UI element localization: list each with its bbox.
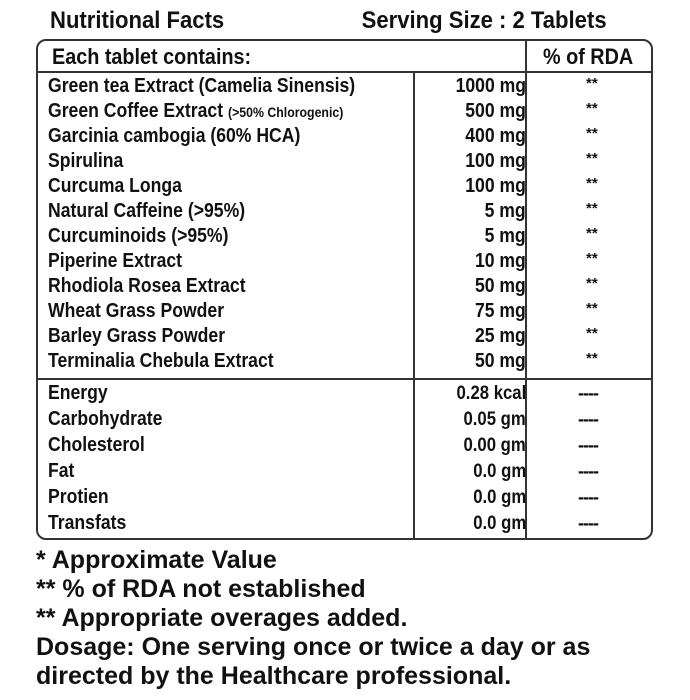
item-quantity: 400 mg <box>465 125 526 147</box>
item-rda: ** <box>586 150 598 167</box>
header <box>50 6 607 36</box>
item-quantity: 5 mg <box>484 225 526 247</box>
ingredient-row <box>38 199 651 224</box>
ingredient-row <box>38 124 651 149</box>
item-rda: ** <box>586 225 598 242</box>
footnote-overages: ** Appropriate overages added. <box>36 604 408 632</box>
item-quantity: 0.0 gm <box>473 487 526 508</box>
ingredient-row <box>38 174 651 199</box>
item-quantity: 50 mg <box>475 275 526 297</box>
item-name <box>48 99 343 124</box>
item-name <box>48 149 123 174</box>
item-rda: ** <box>586 200 598 217</box>
item-quantity: 0.0 gm <box>473 461 526 482</box>
nutrition-table <box>36 39 653 540</box>
item-name <box>48 274 246 299</box>
item-name-text: Energy <box>48 382 108 404</box>
item-name <box>48 511 126 536</box>
ingredient-row <box>38 99 651 124</box>
nutrition-row <box>38 407 651 432</box>
item-name-text: Cholesterol <box>48 434 145 456</box>
item-quantity: 10 mg <box>475 250 526 272</box>
dosage-line-1: Dosage: One serving once or twice a day or as <box>36 633 591 661</box>
item-quantity: 0.05 gm <box>463 409 526 430</box>
item-quantity: 500 mg <box>465 100 526 122</box>
ingredient-row <box>38 324 651 349</box>
item-quantity: 5 mg <box>484 200 526 222</box>
item-name-text: Natural Caffeine (>95%) <box>48 200 246 222</box>
item-name-text: Barley Grass Powder <box>48 325 226 347</box>
item-rda: ---- <box>578 383 598 403</box>
ingredient-row <box>38 224 651 249</box>
item-name <box>48 124 300 149</box>
item-name-text: Green tea Extract (Camelia Sinensis) <box>48 75 356 97</box>
dosage-line-2: directed by the Healthcare professional. <box>36 662 512 690</box>
item-name-text: Protien <box>48 486 109 508</box>
item-quantity: 25 mg <box>475 325 526 347</box>
item-quantity: 1000 mg <box>455 75 526 97</box>
ingredient-row <box>38 274 651 299</box>
item-rda: ** <box>586 300 598 317</box>
item-quantity: 0.0 gm <box>473 513 526 534</box>
item-rda: ---- <box>578 513 598 533</box>
item-name <box>48 174 182 199</box>
item-name-text: Spirulina <box>48 150 124 172</box>
serving-size: Serving Size : 2 Tablets <box>361 7 607 34</box>
header-divider <box>38 71 651 73</box>
item-rda: ** <box>586 275 598 292</box>
item-name <box>48 485 109 510</box>
ingredient-row <box>38 149 651 174</box>
nutrition-row <box>38 433 651 458</box>
item-quantity: 50 mg <box>475 350 526 372</box>
item-name <box>48 433 145 458</box>
item-name-text: Curcuminoids (>95%) <box>48 225 229 247</box>
item-name <box>48 324 225 349</box>
item-name-text: Garcinia cambogia (60% HCA) <box>48 125 301 147</box>
item-name <box>48 199 245 224</box>
item-name <box>48 74 355 99</box>
footnote-rda: ** % of RDA not established <box>36 575 366 603</box>
item-rda: ---- <box>578 435 598 455</box>
item-rda: ** <box>586 175 598 192</box>
item-quantity: 0.00 gm <box>463 435 526 456</box>
ingredient-row <box>38 349 651 374</box>
item-name <box>48 349 274 374</box>
item-name-text: Carbohydrate <box>48 408 163 430</box>
nutrition-row <box>38 485 651 510</box>
item-name-text: Rhodiola Rosea Extract <box>48 275 246 297</box>
item-quantity: 0.28 kcal <box>456 383 526 404</box>
item-rda: ---- <box>578 409 598 429</box>
column-header-rda: % of RDA <box>543 44 634 69</box>
item-name-text: Piperine Extract <box>48 250 183 272</box>
item-rda: ** <box>586 250 598 267</box>
nutrition-row <box>38 511 651 536</box>
footer-notes <box>36 546 666 691</box>
column-header-label: Each tablet contains: <box>52 44 252 69</box>
footnote-approximate: * Approximate Value <box>36 546 277 574</box>
item-name-text: Curcuma Longa <box>48 175 182 197</box>
ingredient-row <box>38 74 651 99</box>
item-rda: ---- <box>578 461 598 481</box>
item-rda: ---- <box>578 487 598 507</box>
ingredient-row <box>38 299 651 324</box>
item-name-text: Green Coffee Extract <box>48 100 228 122</box>
item-name-text: Wheat Grass Powder <box>48 300 225 322</box>
item-rda: ** <box>586 100 598 117</box>
section-divider <box>38 378 651 380</box>
item-rda: ** <box>586 325 598 342</box>
item-rda: ** <box>586 75 598 92</box>
item-note: (>50% Chlorogenic) <box>227 104 344 120</box>
nutrition-row <box>38 381 651 406</box>
item-name <box>48 407 162 432</box>
item-name <box>48 224 228 249</box>
ingredient-row <box>38 249 651 274</box>
item-name-text: Transfats <box>48 512 127 534</box>
nutrition-row <box>38 459 651 484</box>
item-quantity: 100 mg <box>465 175 526 197</box>
item-name-text: Terminalia Chebula Extract <box>48 350 274 372</box>
item-quantity: 75 mg <box>475 300 526 322</box>
item-rda: ** <box>586 125 598 142</box>
item-name <box>48 381 108 406</box>
item-rda: ** <box>586 350 598 367</box>
page-title: Nutritional Facts <box>50 7 225 34</box>
item-quantity: 100 mg <box>465 150 526 172</box>
item-name <box>48 459 74 484</box>
item-name <box>48 249 182 274</box>
item-name <box>48 299 224 324</box>
item-name-text: Fat <box>48 460 75 482</box>
